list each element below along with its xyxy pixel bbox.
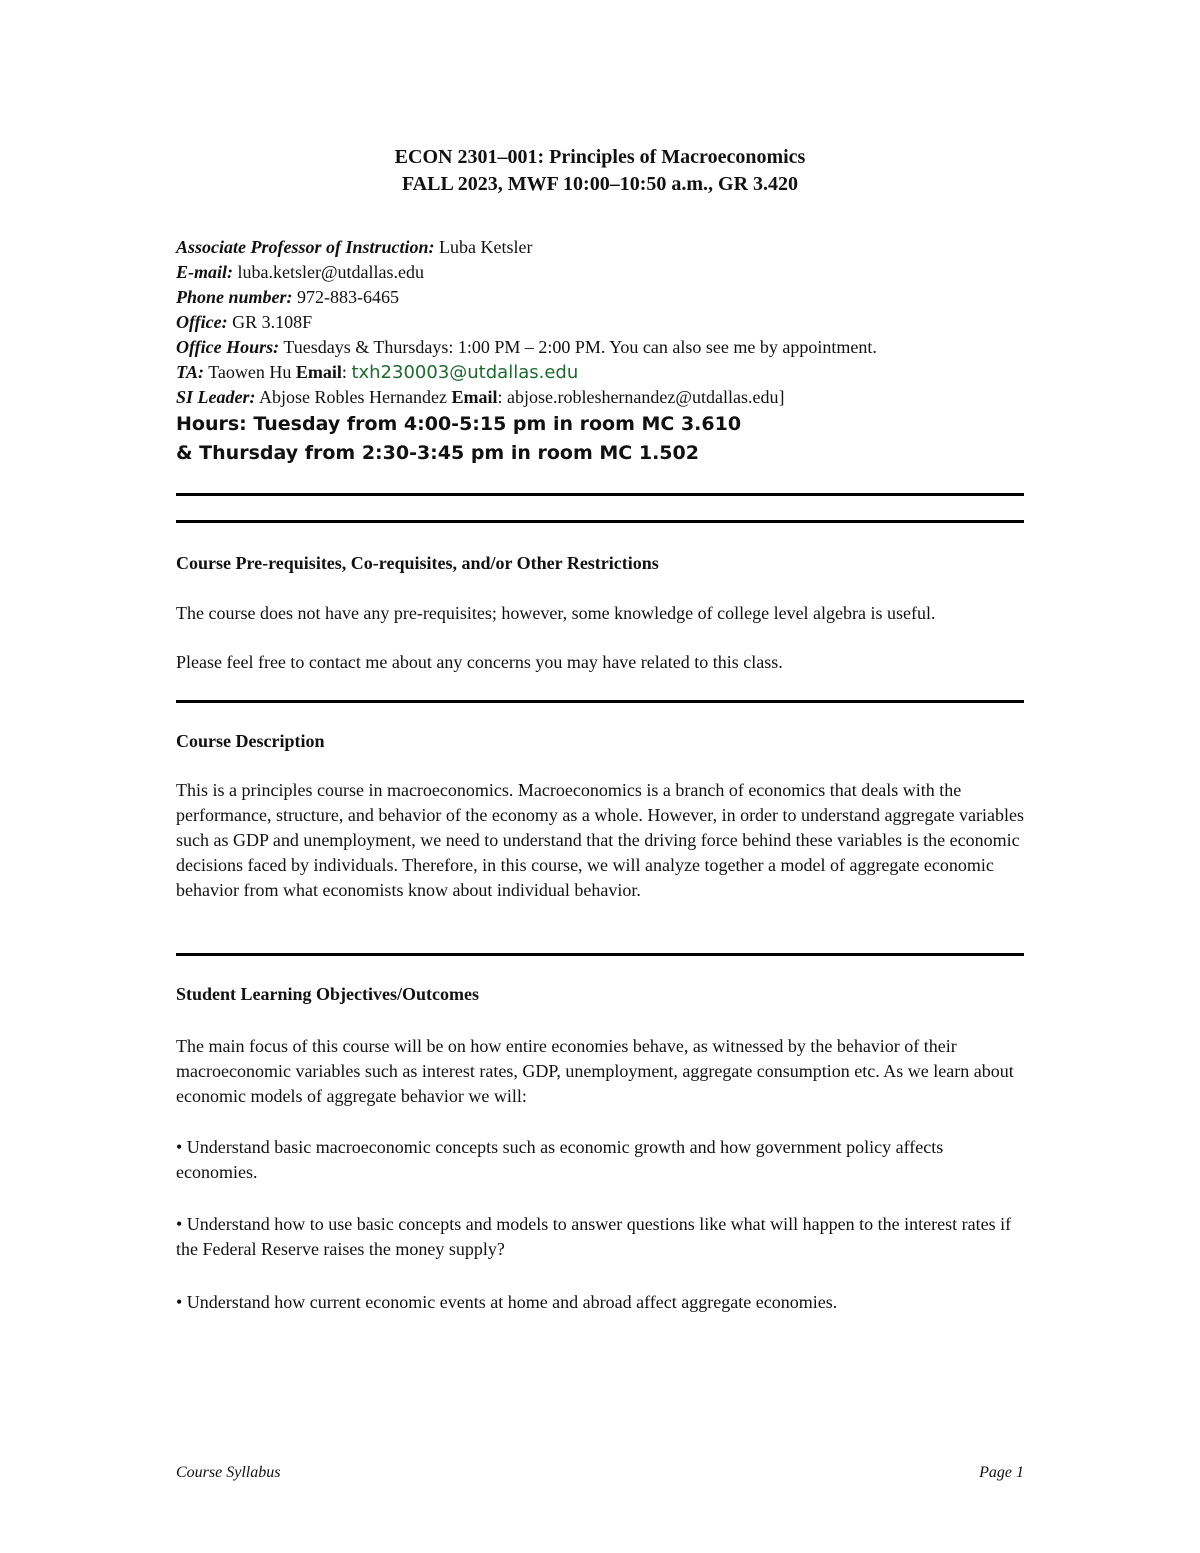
ta-name: Taowen Hu (204, 362, 296, 382)
phone-row (176, 285, 1024, 310)
divider (176, 493, 1024, 496)
office-hours-label: Office Hours: (176, 337, 280, 357)
objective-bullet: • Understand how to use basic concepts and models to answer questions like what will happen to the interest rates if the Federal Reserve raises the money supply? (176, 1214, 1012, 1259)
professor-row (176, 235, 1024, 260)
phone-value: 972-883-6465 (292, 287, 400, 307)
si-hours-tuesday: : Tuesday from 4:00-5:15 pm in room MC 3.610 (239, 413, 742, 435)
ta-email-label: Email (295, 362, 342, 382)
objective-bullet: • Understand how current economic events at home and abroad affect aggregate economies. (176, 1292, 838, 1312)
ta-email-link[interactable]: txh230003@utdallas.edu (351, 362, 579, 383)
divider (176, 520, 1024, 523)
footer-page-number: Page 1 (979, 1464, 1024, 1481)
objectives-paragraph: The main focus of this course will be on how entire economies behave, as witnessed by the behavior of their macroeconomic variables such as interest rates, GDP, unemployment, aggregate consumption etc. As we learn about economic models of aggregate behavior we will: (176, 1036, 1014, 1106)
si-leader-name: Abjose Robles Hernandez (255, 387, 452, 407)
professor-value: Luba Ketsler (434, 237, 533, 257)
ta-email-sep: : (341, 362, 352, 382)
prereq-contact-note: Please feel free to contact me about any concerns you may have related to this class. (176, 652, 783, 672)
prereq-heading: Course Pre-requisites, Co-requisites, and/or Other Restrictions (176, 553, 659, 573)
office-row (176, 310, 1024, 335)
objective-bullet: • Understand basic macroeconomic concepts such as economic growth and how government policy affects economies. (176, 1137, 944, 1182)
email-row (176, 260, 1024, 285)
email-label: E-mail: (176, 262, 233, 282)
office-hours-value: Tuesdays & Thursdays: 1:00 PM – 2:00 PM. You can also see me by appointment. (279, 337, 877, 357)
prereq-paragraph: The course does not have any pre-requisites; however, some knowledge of college level algebra is useful. (176, 603, 936, 623)
objectives-heading: Student Learning Objectives/Outcomes (176, 984, 479, 1004)
divider (176, 953, 1024, 956)
course-title: ECON 2301–001: Principles of Macroeconomics (394, 146, 806, 168)
ta-label: TA: (176, 362, 205, 382)
si-leader-label: SI Leader: (176, 387, 256, 407)
phone-label: Phone number: (176, 287, 293, 307)
si-hours-line2: & Thursday from 2:30-3:45 pm in room MC 1.502 (176, 442, 699, 464)
syllabus-page (176, 0, 1024, 1553)
professor-label: Associate Professor of Instruction: (176, 237, 435, 257)
si-leader-row (176, 385, 1024, 410)
contact-info (176, 235, 1024, 468)
si-hours-line1 (176, 410, 1024, 439)
office-label: Office: (176, 312, 228, 332)
divider (176, 700, 1024, 703)
si-hours-label: Hours (176, 413, 240, 435)
si-email-label: Email (451, 387, 498, 407)
description-paragraph: This is a principles course in macroeconomics. Macroeconomics is a branch of economics that deals with the performance, structure, and behavior of the economy as a whole. However, in order to understand aggregate variables such as GDP and unemployment, we need to understand that the driving force behind these variables is the economic decisions faced by individuals. Therefore, in this course, we will analyze together a model of aggregate economic behavior from what economists know about individual behavior. (176, 780, 1024, 900)
office-hours-row (176, 335, 1024, 360)
si-email-value: : abjose.robleshernandez@utdallas.edu] (497, 387, 785, 407)
description-heading: Course Description (176, 731, 325, 751)
office-value: GR 3.108F (227, 312, 313, 332)
footer-left: Course Syllabus (176, 1464, 281, 1481)
ta-row (176, 360, 1024, 385)
email-value: luba.ketsler@utdallas.edu (233, 262, 425, 282)
course-schedule: FALL 2023, MWF 10:00–10:50 a.m., GR 3.420 (401, 173, 799, 195)
